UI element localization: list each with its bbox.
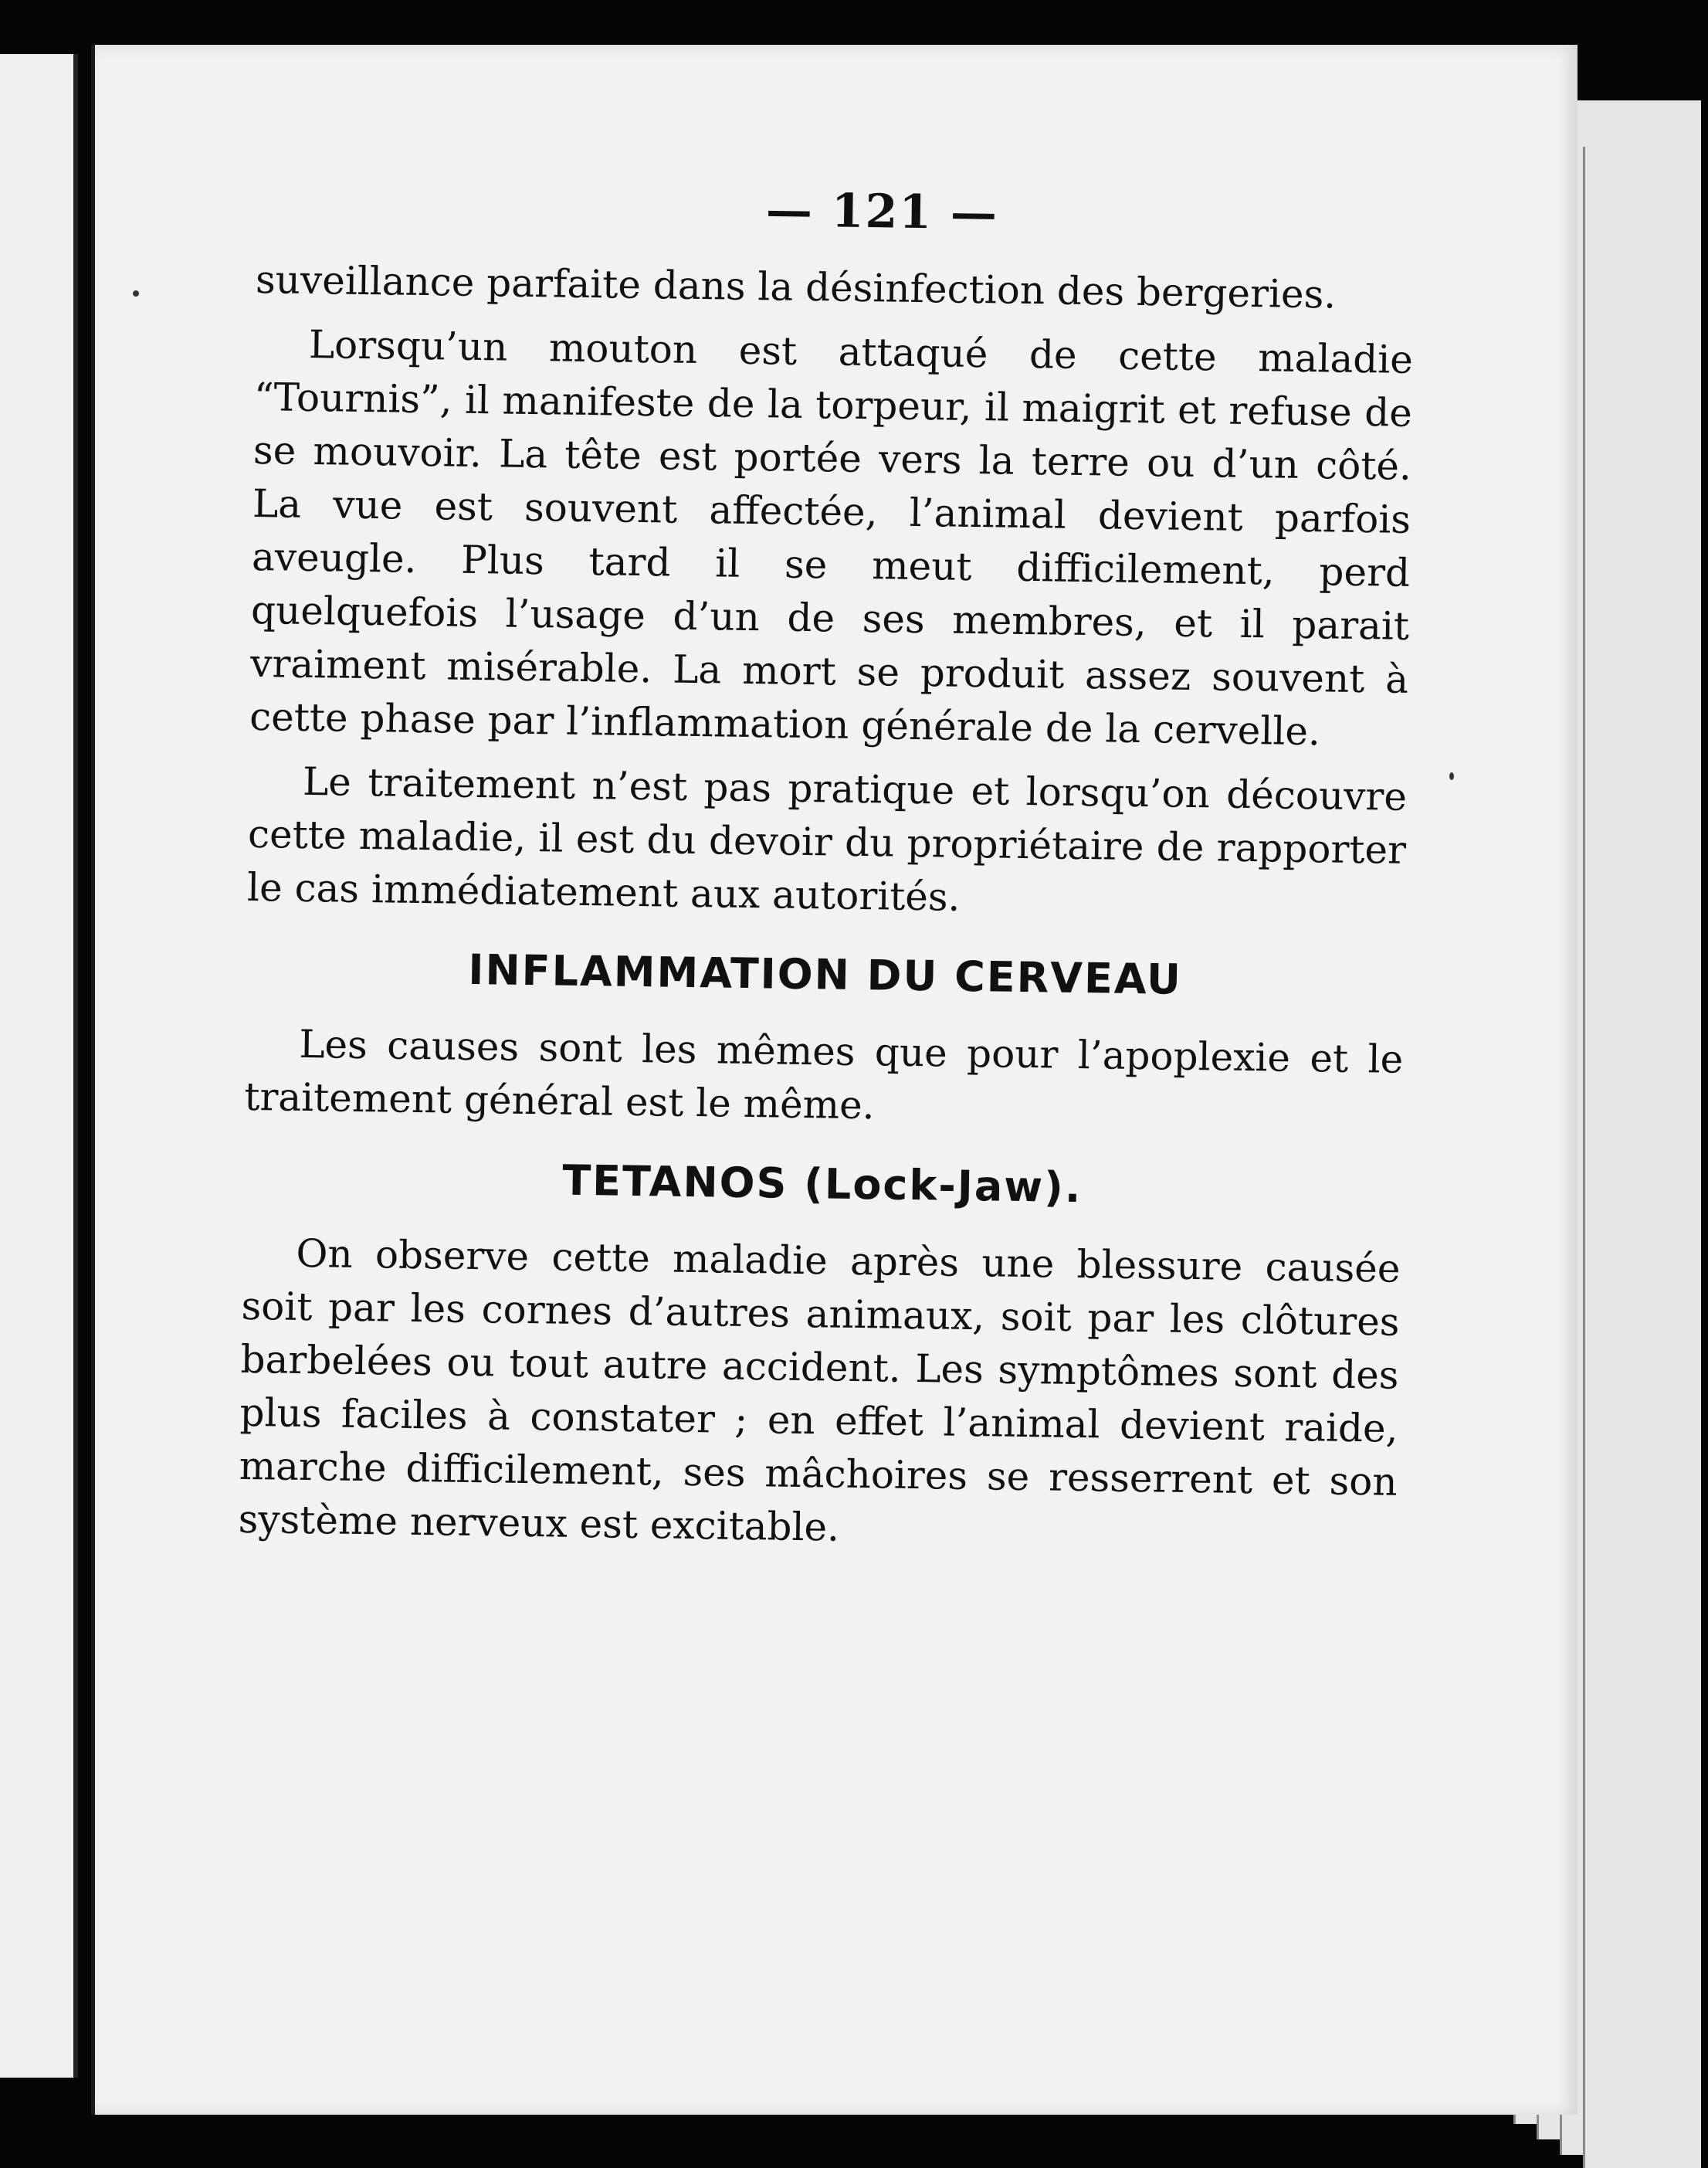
scan-speck: [1449, 772, 1454, 780]
scan-speck: [133, 290, 139, 297]
section-heading-tetanos: TETANOS (Lock-Jaw).: [561, 1155, 1083, 1213]
left-page-edge: [0, 54, 78, 2078]
book-page: [91, 45, 1578, 2115]
paragraph-tournis-symptoms: Lorsqu’un mouton est attaqué de cette maladie “Tournis”, il manifeste de la torpeur, il maigrit et refuse de se mouvoir. La tête est portée vers la terre ou d’un côté. La vue est souvent affectée, l’animal devient parfois aveugle. Plus tard il se meut difficilement, perd quelquefois l’usage d’un de ses membres, et il parait vraiment misérable. La mort se produit assez souvent à cette phase par l’inflammation générale de la cervelle.: [249, 321, 1414, 755]
page-content: [238, 176, 1415, 1573]
paragraph-continuation: suveillance parfaite dans la désinfection des bergeries.: [255, 256, 1337, 317]
paragraph-inflammation: Les causes sont les mêmes que pour l’apoplexie et le traitement général est le même.: [243, 1021, 1404, 1128]
page-edge-layer: [1583, 147, 1701, 2168]
paragraph-tournis-treatment: Le traitement n’est pas pratique et lorsqu’on découvre cette maladie, il est du devoir du propriétaire de rapporter le cas immédiatement aux autorités.: [246, 758, 1408, 920]
page-number: — 121 —: [765, 183, 999, 241]
paragraph-tetanos: On observe cette maladie après une blessure causée soit par les cornes d’autres animaux, soit par les clôtures barbelées ou tout autre accident. Les symptômes sont des plus faciles à constater ; en effet l’animal devient raide, marche difficilement, ses mâchoires se resserrent et son système nerveux est excitable.: [238, 1230, 1401, 1550]
section-heading-inflammation: INFLAMMATION DU CERVEAU: [467, 945, 1183, 1004]
